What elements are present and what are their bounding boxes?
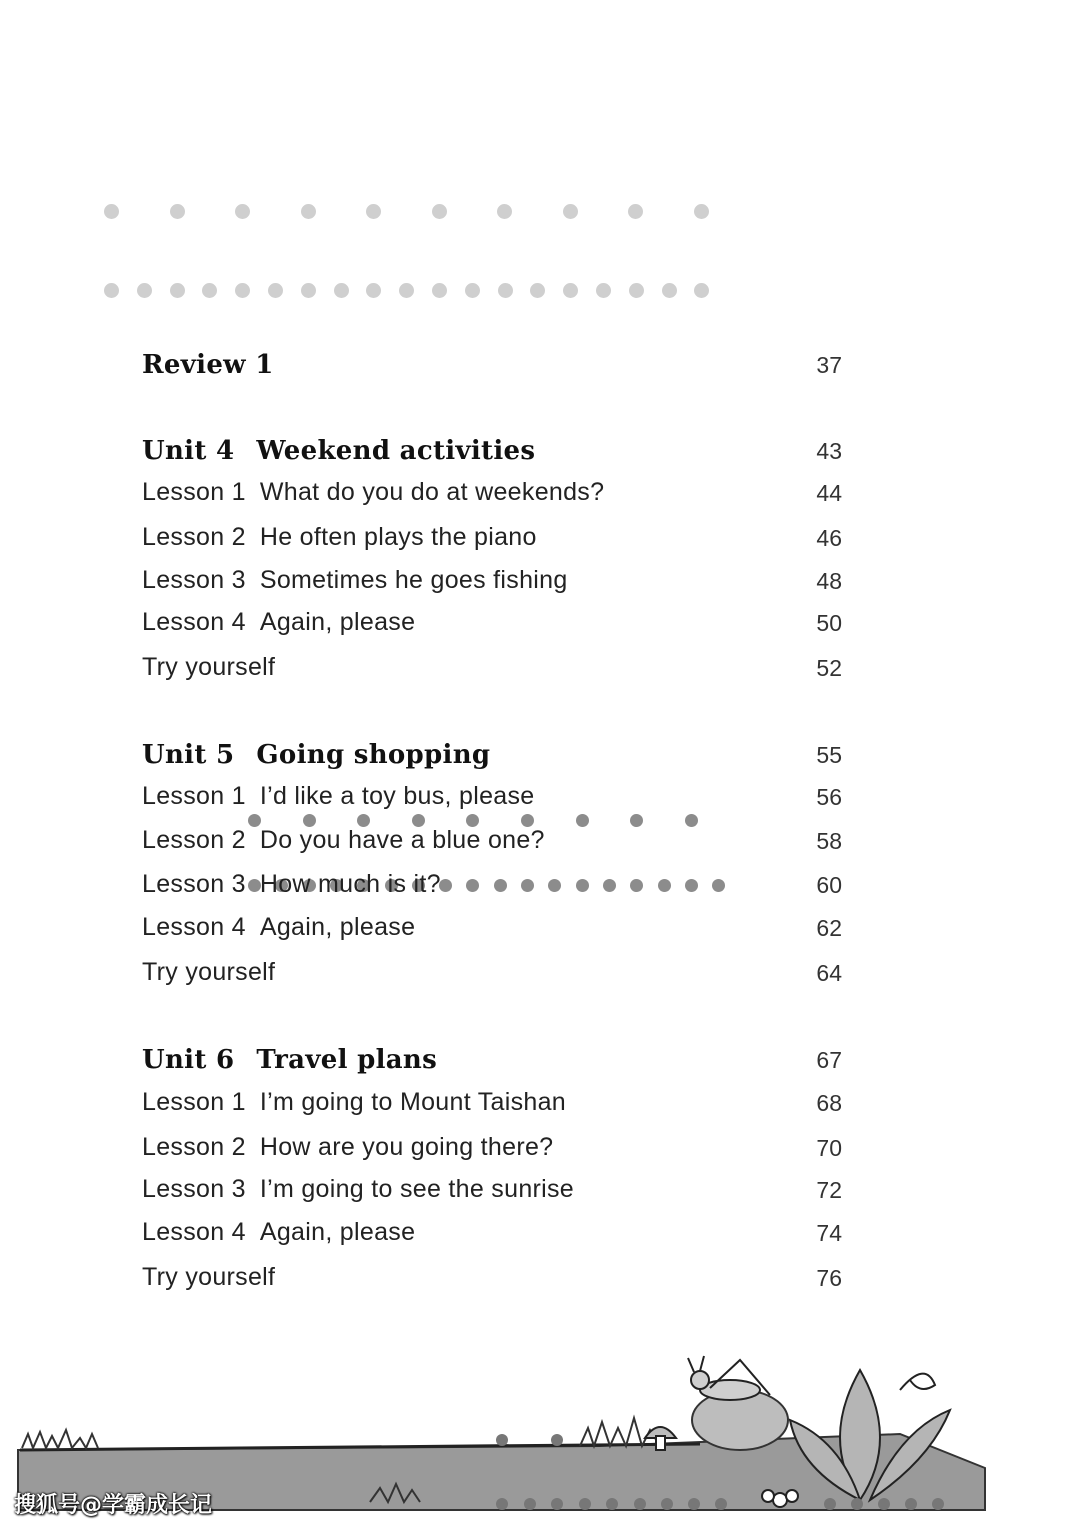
lesson-title: He often plays the piano xyxy=(259,523,537,551)
toc-try-yourself[interactable] xyxy=(142,1263,842,1303)
toc-lesson[interactable] xyxy=(142,1218,842,1258)
toc-lesson[interactable] xyxy=(142,478,842,518)
decorative-dot xyxy=(268,283,283,298)
decorative-dot xyxy=(366,204,381,219)
lesson-number: Lesson 3 xyxy=(142,870,246,898)
decorative-dot xyxy=(399,283,414,298)
try-yourself-page: 64 xyxy=(816,960,842,986)
lesson-page: 48 xyxy=(816,568,842,594)
lesson-title: Sometimes he goes fishing xyxy=(259,566,568,594)
toc-lesson[interactable] xyxy=(142,870,842,910)
toc-lesson[interactable] xyxy=(142,826,842,866)
decorative-dot xyxy=(530,283,545,298)
lesson-title: How are you going there? xyxy=(259,1133,554,1161)
decorative-dot xyxy=(662,283,677,298)
unit-label: Unit 4 xyxy=(142,436,235,466)
toc-unit-6[interactable] xyxy=(142,1045,842,1085)
try-yourself-label: Try yourself xyxy=(142,1263,276,1291)
lesson-page: 72 xyxy=(816,1177,842,1203)
lesson-page: 68 xyxy=(816,1090,842,1116)
lesson-title: Again, please xyxy=(259,608,416,636)
decorative-dot xyxy=(596,283,611,298)
lesson-page: 60 xyxy=(816,872,842,898)
lesson-page: 74 xyxy=(816,1220,842,1246)
lesson-page: 50 xyxy=(816,610,842,636)
lesson-title: Again, please xyxy=(259,913,416,941)
unit-page: 67 xyxy=(816,1047,842,1073)
review-page: 37 xyxy=(816,352,842,378)
decorative-dot xyxy=(628,204,643,219)
lesson-number: Lesson 1 xyxy=(142,782,246,810)
lesson-title: I’m going to see the sunrise xyxy=(259,1175,574,1203)
toc-lesson[interactable] xyxy=(142,1133,842,1173)
lesson-page: 70 xyxy=(816,1135,842,1161)
decorative-dot xyxy=(202,283,217,298)
lesson-number: Lesson 4 xyxy=(142,1218,246,1246)
lesson-number: Lesson 2 xyxy=(142,523,246,551)
decorative-dot xyxy=(301,204,316,219)
unit-page: 43 xyxy=(816,438,842,464)
lesson-number: Lesson 1 xyxy=(142,1088,246,1116)
toc-try-yourself[interactable] xyxy=(142,958,842,998)
decorative-dot xyxy=(465,283,480,298)
decorative-dot xyxy=(432,283,447,298)
lesson-page: 46 xyxy=(816,525,842,551)
toc-lesson[interactable] xyxy=(142,523,842,563)
decorative-dot xyxy=(235,204,250,219)
lesson-number: Lesson 2 xyxy=(142,826,246,854)
toc-unit-4[interactable] xyxy=(142,436,842,476)
toc-lesson[interactable] xyxy=(142,566,842,606)
lesson-number: Lesson 4 xyxy=(142,608,246,636)
try-yourself-page: 52 xyxy=(816,655,842,681)
toc-lesson[interactable] xyxy=(142,1175,842,1215)
lesson-page: 56 xyxy=(816,784,842,810)
toc-lesson[interactable] xyxy=(142,782,842,822)
lesson-title: What do you do at weekends? xyxy=(259,478,605,506)
toc-unit-5[interactable] xyxy=(142,740,842,780)
unit-title: Travel plans xyxy=(256,1045,438,1075)
lesson-title: I’m going to Mount Taishan xyxy=(259,1088,567,1116)
lesson-number: Lesson 3 xyxy=(142,566,246,594)
unit-label: Unit 5 xyxy=(142,740,235,770)
lesson-number: Lesson 4 xyxy=(142,913,246,941)
decorative-dot xyxy=(629,283,644,298)
lesson-number: Lesson 3 xyxy=(142,1175,246,1203)
lesson-page: 58 xyxy=(816,828,842,854)
decorative-dot xyxy=(694,283,709,298)
lesson-title: Do you have a blue one? xyxy=(259,826,545,854)
decorative-dot xyxy=(170,204,185,219)
decorative-dot xyxy=(301,283,316,298)
try-yourself-page: 76 xyxy=(816,1265,842,1291)
review-title: Review 1 xyxy=(142,350,274,380)
lesson-number: Lesson 2 xyxy=(142,1133,246,1161)
toc-lesson[interactable] xyxy=(142,913,842,953)
decorative-dot xyxy=(694,204,709,219)
unit-page: 55 xyxy=(816,742,842,768)
lesson-page: 62 xyxy=(816,915,842,941)
grasshopper-icon xyxy=(688,1356,770,1400)
unit-title: Weekend activities xyxy=(256,436,536,466)
decorative-dot xyxy=(563,204,578,219)
decorative-dot xyxy=(498,283,513,298)
decorative-dot xyxy=(497,204,512,219)
lesson-number: Lesson 1 xyxy=(142,478,246,506)
decorative-dot xyxy=(137,283,152,298)
decorative-dot xyxy=(563,283,578,298)
unit-label: Unit 6 xyxy=(142,1045,235,1075)
decorative-dot xyxy=(432,204,447,219)
decorative-dot xyxy=(104,204,119,219)
lesson-title: How much is it? xyxy=(259,870,441,898)
toc-lesson[interactable] xyxy=(142,1088,842,1128)
try-yourself-label: Try yourself xyxy=(142,958,276,986)
lesson-page: 44 xyxy=(816,480,842,506)
decorative-dot xyxy=(170,283,185,298)
try-yourself-label: Try yourself xyxy=(142,653,276,681)
toc-review[interactable] xyxy=(142,350,842,390)
lesson-title: Again, please xyxy=(259,1218,416,1246)
decorative-dot xyxy=(366,283,381,298)
toc-try-yourself[interactable] xyxy=(142,653,842,693)
unit-title: Going shopping xyxy=(256,740,491,770)
toc-lesson[interactable] xyxy=(142,608,842,648)
lesson-title: I’d like a toy bus, please xyxy=(259,782,535,810)
decorative-dot xyxy=(235,283,250,298)
decorative-dot xyxy=(334,283,349,298)
decorative-dot xyxy=(104,283,119,298)
watermark: 搜狐号@学霸成长记 xyxy=(14,1493,213,1518)
